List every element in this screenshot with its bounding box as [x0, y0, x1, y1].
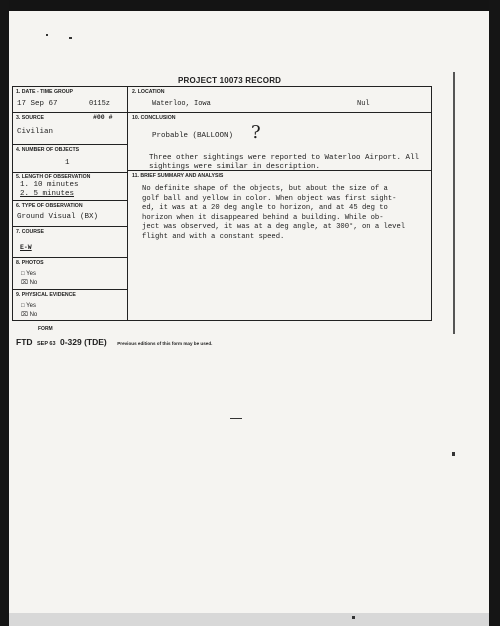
type-value: Ground Visual (BX)	[17, 213, 99, 221]
photos-no: ⌧ No	[21, 280, 38, 286]
row-divider	[13, 257, 127, 258]
source-label: 3. SOURCE	[16, 115, 44, 121]
source-stamp: #00 #	[93, 114, 113, 121]
summary-text: No definite shape of the objects, but about the size of a golf ball and yellow in color. When object was first sight- ed, it was at a 20 deg angle to horizon, and at 45 deg to horizon when it disappeared behind a building. While ob- ject was observed, it was at a deg angle, at 300°, on a level flight and with a constant speed.	[142, 185, 406, 241]
course-label: 7. COURSE	[16, 229, 44, 235]
summary-label: 11. BRIEF SUMMARY AND ANALYSIS	[132, 173, 224, 179]
scan-border-bottom	[9, 613, 489, 626]
form-title: PROJECT 10073 RECORD	[178, 76, 282, 85]
form-footer	[16, 332, 212, 350]
row-divider	[13, 200, 127, 201]
evidence-label: 9. PHYSICAL EVIDENCE	[16, 292, 76, 298]
column-divider	[127, 87, 128, 320]
length-line-1: 1. 10 minutes	[20, 181, 79, 189]
objects-value: 1	[65, 159, 70, 167]
evidence-yes: □ Yes	[21, 303, 36, 309]
type-label: 6. TYPE OF OBSERVATION	[16, 203, 83, 209]
length-label: 5. LENGTH OF OBSERVATION	[16, 174, 91, 180]
location-label: 2. LOCATION	[132, 89, 165, 95]
length-line-2: 2. 5 minutes	[20, 190, 75, 198]
scan-speck	[230, 418, 242, 419]
date-time-label: 1. DATE - TIME GROUP	[16, 89, 73, 95]
footer-date: SEP 63	[36, 341, 56, 347]
footer-ftd: FTD	[16, 337, 33, 347]
row-divider	[13, 112, 431, 113]
objects-label: 4. NUMBER OF OBJECTS	[16, 147, 80, 153]
date-value: 17 Sep 67	[17, 100, 58, 108]
scan-speck	[46, 34, 48, 36]
evidence-no: ⌧ No	[21, 312, 38, 318]
footer-form-number: 0-329 (TDE)	[60, 337, 107, 347]
scan-speck	[352, 616, 355, 619]
location-code: Nul	[357, 100, 370, 108]
source-value: Civilian	[17, 128, 54, 136]
row-divider	[13, 226, 127, 227]
time-value: 0115z	[89, 100, 111, 108]
conclusion-annotation: ?	[251, 122, 261, 143]
conclusion-value: Probable (BALLOON)	[152, 132, 234, 140]
location-value: Waterloo, Iowa	[152, 100, 211, 108]
conclusion-sightings: Three other sightings were reported to Waterloo Airport. All sightings were similar in description.	[149, 154, 420, 172]
photos-label: 8. PHOTOS	[16, 260, 44, 266]
scan-border-right	[489, 0, 500, 626]
conclusion-label: 10. CONCLUSION	[132, 115, 176, 121]
footer-form-label: FORM	[38, 326, 53, 332]
row-divider	[13, 289, 127, 290]
page-edge-line	[453, 72, 455, 334]
scan-speck	[452, 452, 455, 456]
scan-speck	[69, 37, 72, 39]
record-form	[12, 86, 432, 321]
row-divider	[13, 172, 127, 173]
photos-yes: □ Yes	[21, 271, 36, 277]
course-value: E-W	[20, 244, 32, 251]
footer-note: Previous editions of this form may be used.	[117, 341, 213, 346]
scan-border-top	[0, 0, 500, 11]
row-divider	[13, 144, 127, 145]
scan-border-left	[0, 0, 9, 626]
